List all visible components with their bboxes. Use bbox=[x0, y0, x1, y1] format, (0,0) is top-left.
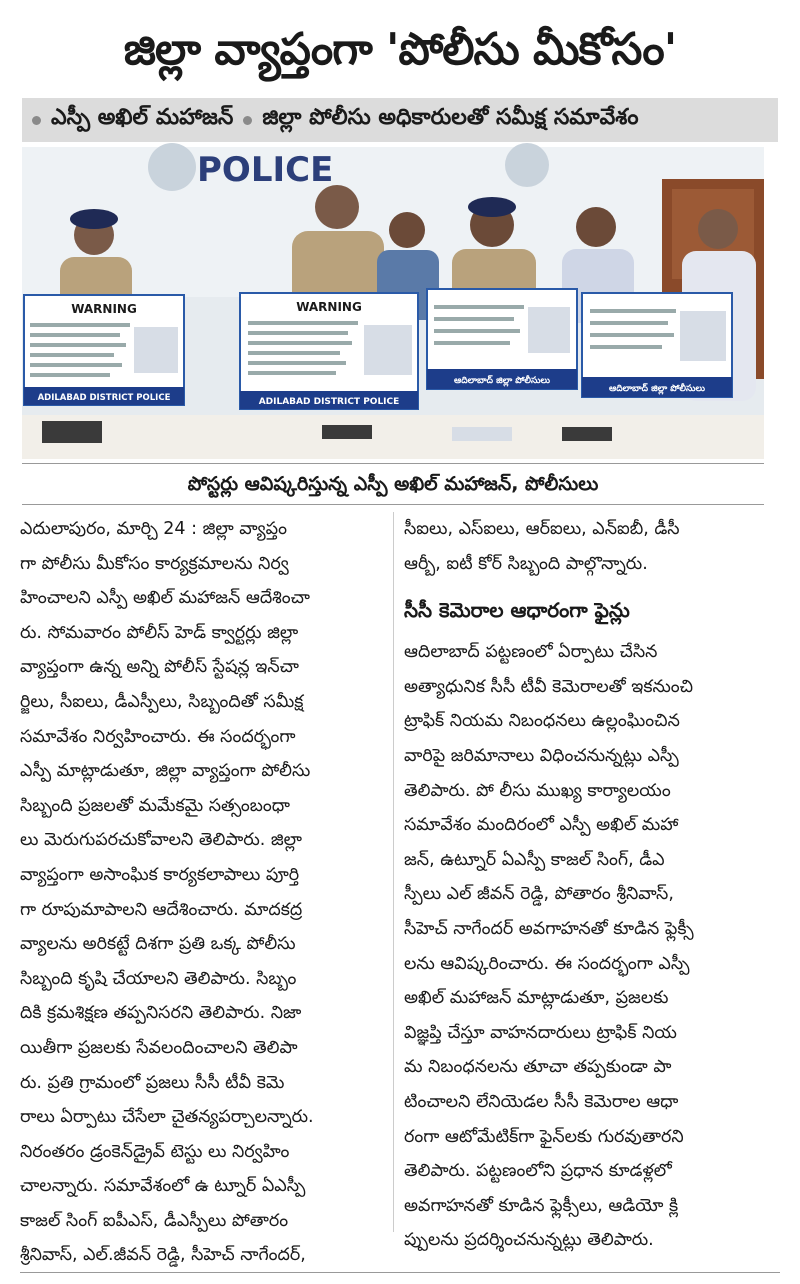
article-line: ఎదులాపురం, మార్చి 24 : జిల్లా వ్యాప్తం bbox=[20, 519, 287, 539]
right-body bbox=[404, 635, 766, 1258]
article-line: సమావేశం మందిరంలో ఎస్పీ అఖిల్ మహా bbox=[404, 815, 679, 836]
subhead-right: జిల్లా పోలీసు అధికారులతో సమీక్ష సమావేశం bbox=[262, 105, 639, 130]
article-line: శ్రీనివాస్, ఎల్.జీవన్ రెడ్డి, సీహెచ్ నాగేందర్, bbox=[20, 1245, 306, 1266]
subhead-left: ఎస్పీ అఖిల్ మహాజన్ bbox=[51, 105, 234, 130]
caption-rule bbox=[22, 504, 764, 505]
article-line: వ్యాలను అరికట్టే దిశగా ప్రతి ఒక్క పోలీసు bbox=[20, 934, 296, 955]
article-line: జన్, ఉట్నూర్ ఏఎస్పీ కాజల్ సింగ్, డీఎ bbox=[404, 849, 665, 870]
article-line: వారిపై జరిమానాలు విధించనున్నట్లు ఎస్పీ bbox=[404, 745, 679, 766]
article-line: మ నిబంధనలను తూచా తప్పకుండా పా bbox=[404, 1057, 672, 1078]
article-line: అఖిల్ మహాజన్ మాట్లాడుతూ, ప్రజలకు bbox=[404, 988, 669, 1009]
article-line: సీహెచ్ నాగేందర్ అవగాహనతో కూడిన ఫ్లెక్సీ bbox=[404, 918, 694, 939]
article-line: హించాలని ఎస్పీ అఖిల్ మహాజన్ ఆదేశించా bbox=[20, 588, 310, 609]
article-line: సిబ్బంది కృషి చేయాలని తెలిపారు. సిబ్బం bbox=[20, 968, 297, 989]
banner2-footer: ADILABAD DISTRICT POLICE bbox=[258, 397, 400, 407]
article-line: గా పోలీసు మీకోసం కార్యక్రమాలను నిర్వ bbox=[20, 553, 289, 574]
column-divider bbox=[393, 512, 394, 1232]
article-line: అవగాహనతో కూడిన ఫ్లెక్సీలు, ఆడియో క్లి bbox=[404, 1195, 679, 1216]
article-line: రాలు ఏర్పాటు చేసేలా చైతన్యపర్చాలన్నారు. bbox=[20, 1107, 314, 1128]
article-line: వ్యాప్తంగా అసాంఘిక కార్యకలాపాలు పూర్తి bbox=[20, 864, 300, 885]
banner1-footer: ADILABAD DISTRICT POLICE bbox=[37, 393, 171, 403]
article-line: సీఐలు, ఎస్ఐలు, ఆర్ఐలు, ఎన్ఐబీ, డీసీ bbox=[404, 519, 680, 539]
article-line: లు మెరుగుపరచుకోవాలని తెలిపారు. జిల్లా bbox=[20, 830, 302, 851]
article-line: అత్యాధునిక సీసీ టీవీ కెమెరాలతో ఇకనుంచి bbox=[404, 676, 694, 697]
article-line: స్పీలు ఎల్ జీవన్ రెడ్డి, పోతారం శ్రీనివాస్, bbox=[404, 884, 674, 905]
banner1-title: WARNING bbox=[71, 302, 137, 316]
article-line: రు. ప్రతి గ్రామంలో ప్రజలు సీసీ టీవీ కెమె bbox=[20, 1072, 285, 1093]
article-line: తెలిపారు. పట్టణంలోని ప్రధాన కూడళ్లలో bbox=[404, 1161, 672, 1182]
subheadline-bar bbox=[22, 98, 778, 142]
photo-illustration bbox=[22, 147, 764, 459]
bullet-icon bbox=[243, 116, 252, 125]
photo-caption: పోస్టర్లు ఆవిష్కరిస్తున్న ఎస్పీ అఖిల్ మహాజన్, పోలీసులు bbox=[187, 473, 599, 495]
banner3-footer: ఆదిలాబాద్ జిల్లా పోలీసులు bbox=[454, 376, 550, 386]
article-line: వ్యాప్తంగా ఉన్న అన్ని పోలీస్ స్టేషన్ల ఇన్‌చా bbox=[20, 657, 299, 678]
article-right-column bbox=[404, 512, 766, 1251]
article-line: గా రూపుమాపాలని ఆదేశించారు. మాదకద్ర bbox=[20, 899, 303, 920]
article-line: నిరంతరం డ్రంకెన్‌డ్రైవ్ టెస్టు లు నిర్వహిం bbox=[20, 1141, 290, 1162]
right-intro bbox=[404, 512, 766, 581]
article-left-column bbox=[20, 512, 382, 1266]
article-line: దికి క్రమశిక్షణ తప్పనిసరని తెలిపారు. నిజా bbox=[20, 1003, 302, 1024]
headline: జిల్లా వ్యాప్తంగా 'పోలీసు మీకోసం' bbox=[123, 24, 677, 75]
article-line: సిబ్బంది ప్రజలతో మమేకమై సత్సంబంధా bbox=[20, 795, 290, 816]
article-line: తెలిపారు. పో లీసు ముఖ్య కార్యాలయం bbox=[404, 780, 671, 801]
article-line: సమావేశం నిర్వహించారు. ఈ సందర్భంగా bbox=[20, 726, 296, 747]
bottom-rule bbox=[20, 1272, 780, 1273]
article-line: యితీగా ప్రజలకు సేవలందించాలని తెలిపా bbox=[20, 1037, 298, 1058]
section-subheading: సీసీ కెమెరాల ఆధారంగా ఫైన్లు bbox=[404, 598, 630, 623]
wall-sign: POLICE bbox=[197, 150, 334, 190]
article-line: ఆర్బీ, ఐటీ కోర్ సిబ్బంది పాల్గొన్నారు. bbox=[404, 553, 648, 574]
article-line: రు. సోమవారం పోలీస్ హెడ్ క్వార్టర్లు జిల్లా bbox=[20, 622, 299, 643]
article-line: లను ఆవిష్కరించారు. ఈ సందర్భంగా ఎస్పీ bbox=[404, 953, 690, 974]
article-line: ఎస్పీ మాట్లాడుతూ, జిల్లా వ్యాప్తంగా పోలీసు bbox=[20, 761, 311, 782]
article-line: టించాలని లేనియెడల సీసీ కెమెరాల ఆధా bbox=[404, 1091, 679, 1112]
bullet-icon bbox=[32, 116, 41, 125]
article-line: ప్పులను ప్రదర్శించనున్నట్లు తెలిపారు. bbox=[404, 1230, 654, 1251]
article-line: ర్జిలు, సీఐలు, డీఎస్పీలు, సిబ్బందితో సమీక్ష bbox=[20, 691, 304, 712]
article-line: ట్రాఫిక్ నియమ నిబంధనలు ఉల్లంఘించిన bbox=[404, 711, 680, 732]
article-line: చాలన్నారు. సమావేశంలో ఉ ట్నూర్ ఏఎస్పీ bbox=[20, 1176, 306, 1197]
article-line: ఆదిలాబాద్ పట్టణంలో ఏర్పాటు చేసిన bbox=[404, 642, 658, 663]
caption-rule bbox=[22, 463, 764, 464]
banner4-footer: ఆదిలాబాద్ జిల్లా పోలీసులు bbox=[609, 384, 705, 394]
banner2-title: WARNING bbox=[296, 300, 362, 314]
news-photo bbox=[22, 147, 764, 459]
article-line: కాజల్ సింగ్ ఐపీఎస్, డీఎస్పీలు పోతారం bbox=[20, 1210, 289, 1231]
article-line: రంగా ఆటోమేటిక్‌గా ఫైన్‌లకు గురవుతారని bbox=[404, 1126, 684, 1147]
article-line: విజ్ఞప్తి చేస్తూ వాహనదారులు ట్రాఫిక్ నియ bbox=[404, 1022, 677, 1043]
